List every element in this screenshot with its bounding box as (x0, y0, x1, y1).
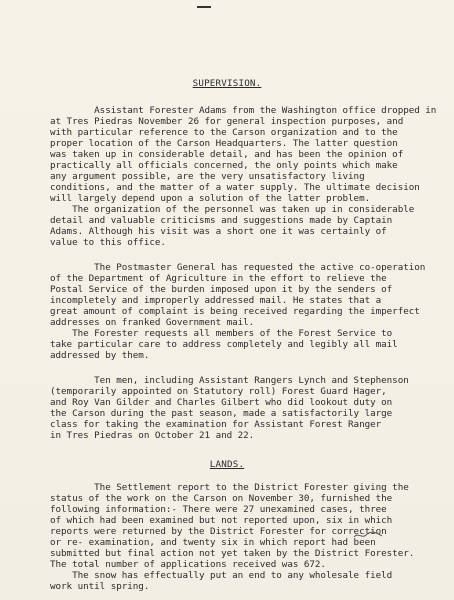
text-line: The Forester requests all members of the Forest Service to (50, 328, 393, 339)
text-line: work until spring. (50, 581, 150, 592)
text-line: value to this office. (50, 237, 166, 248)
text-line: will largely depend upon a solution of the latter problem. (50, 193, 371, 204)
text-line: any argument possible, are the very unsatisfactory living (50, 171, 365, 182)
text-line: conditions, and the matter of a water supply. The ultimate decision (50, 182, 420, 193)
text-line: submitted but final action not yet taken by the District Forester. (50, 548, 415, 559)
text-line: class for taking the examination for Assistant Forest Ranger (50, 419, 382, 430)
handwritten-mark (352, 529, 384, 541)
text-line: or re- examination, and twenty six in which report had been (50, 537, 376, 548)
text-line: of the Department of Agriculture in the effort to relieve the (50, 273, 387, 284)
text-line: of which had been examined but not reported upon, six in which (50, 515, 393, 526)
page-top-mark (197, 6, 211, 8)
text-line: following information:- There were 27 unexamined cases, three (50, 504, 387, 515)
text-line: Adams. Although his visit was a short one it was certainly of (50, 226, 387, 237)
text-line: with particular reference to the Carson organization and to the (50, 127, 398, 138)
text-line: was taken up in considerable detail, and has been the opinion of (50, 149, 404, 160)
text-line: addressed by them. (50, 350, 150, 361)
text-line: proper location of the Carson Headquarters. The latter question (50, 138, 398, 149)
text-line: take particular care to address completely and legibly all mail (50, 339, 398, 350)
text-line: practically all officials concerned, the only points which make (50, 160, 398, 171)
text-line: The organization of the personnel was taken up in considerable (50, 204, 415, 215)
text-line: and Roy Van Gilder and Charles Gilbert who did lookout duty on (50, 397, 393, 408)
text-line: The snow has effectually put an end to any wholesale field (50, 570, 393, 581)
text-line: The total number of applications received was 672. (50, 559, 326, 570)
text-line: incompletely and improperly addressed mail. He states that a (50, 295, 382, 306)
section-heading-supervision: SUPERVISION. (192, 78, 262, 89)
section-heading-lands: LANDS. (209, 459, 245, 470)
text-line: great amount of complaint is being received regarding the imperfect (50, 306, 420, 317)
text-line: at Tres Piedras November 26 for general inspection purposes, and (50, 116, 404, 127)
text-line: addresses on franked Government mail. (50, 317, 255, 328)
text-line: Assistant Forester Adams from the Washington office dropped in (50, 105, 437, 116)
text-line: (temporarily appointed on Statutory roll) Forest Guard Hager, (50, 386, 387, 397)
text-line: Ten men, including Assistant Rangers Lynch and Stephenson (50, 375, 409, 386)
text-line: reports were returned by the District Forester for correction (50, 526, 387, 537)
text-line: in Tres Piedras on October 21 and 22. (50, 430, 255, 441)
text-line: The Postmaster General has requested the active co-operation (50, 262, 426, 273)
text-line: detail and valuable criticisms and suggestions made by Captain (50, 215, 393, 226)
text-line: The Settlement report to the District Forester giving the (50, 482, 409, 493)
text-line: status of the work on the Carson on November 30, furnished the (50, 493, 393, 504)
text-line: Postal Service of the burden imposed upon it by the senders of (50, 284, 393, 295)
text-line: the Carson during the past season, made a satisfactorily large (50, 408, 393, 419)
